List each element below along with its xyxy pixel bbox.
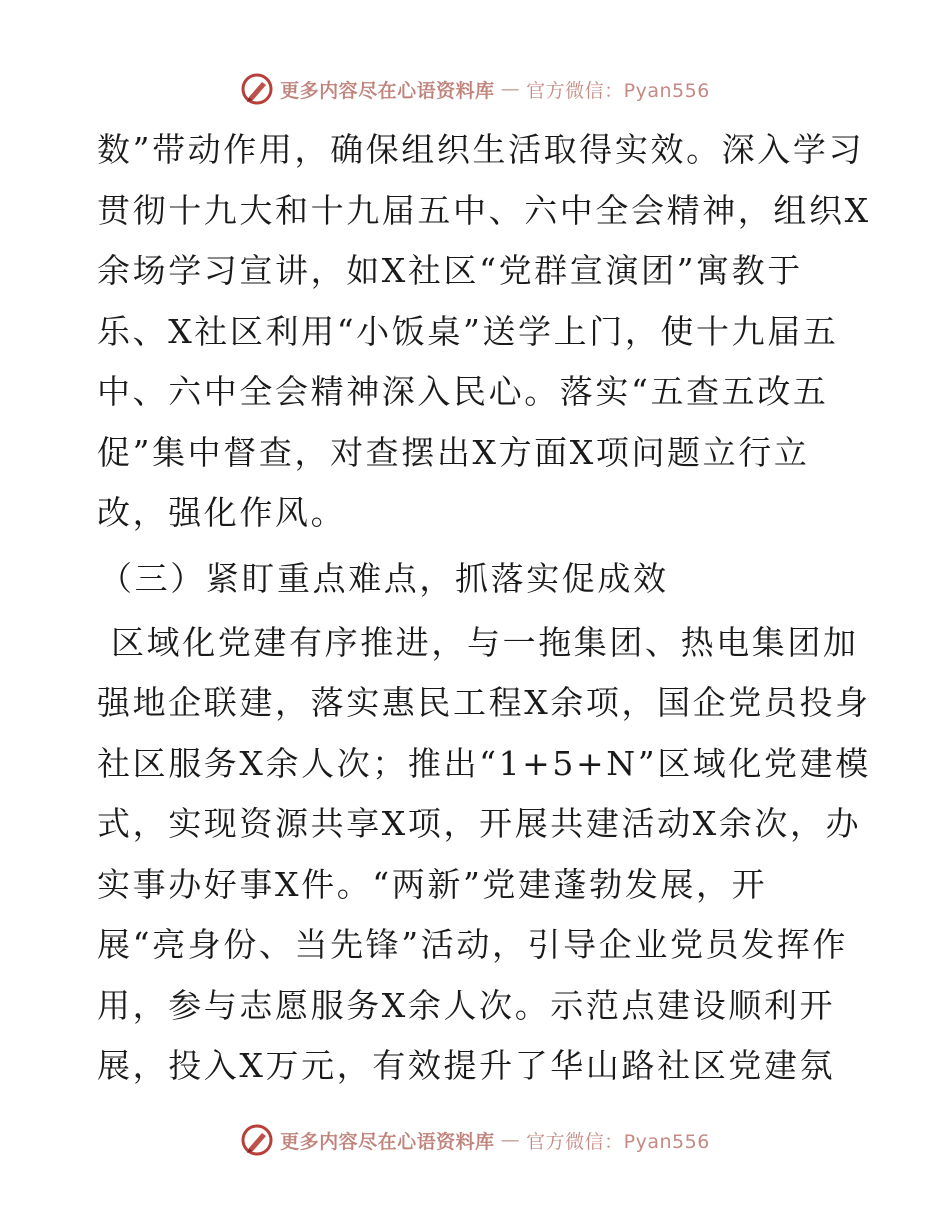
watermark-account-text: 官方微信：Pyan556 — [526, 79, 710, 102]
text-line: 中、六中全会精神深入民心。落实“五查五改五 — [97, 372, 829, 411]
text-line: 式，实现资源共享X项，开展共建活动X余次，办 — [97, 804, 862, 843]
text-line: 改，强化作风。 — [97, 493, 347, 532]
text-line: 实事办好事X件。“两新”党建蓬勃发展，开 — [97, 864, 768, 904]
text-line: 用，参与志愿服务X余人次。示范点建设顺利开 — [97, 985, 836, 1025]
pen-logo-icon — [240, 72, 274, 106]
text-line: 余场学习宣讲，如X社区“党群宣演团”寓教于 — [97, 251, 803, 290]
text-line: 贯彻十九大和十九届五中、六中全会精神，组织X — [97, 190, 871, 230]
watermark-account-text: 官方微信：Pyan556 — [526, 1130, 710, 1153]
document-body — [97, 120, 871, 1097]
pen-logo-icon — [240, 1123, 274, 1157]
text-line: 强地企联建，落实惠民工程X余项，国企党员投身 — [97, 683, 871, 722]
text-line: 展，投入X万元，有效提升了华山路社区党建氛 — [97, 1046, 836, 1085]
watermark-site-text: 更多内容尽在心语资料库 — [280, 1130, 495, 1153]
text-line: 区域化党建有序推进，与一拖集团、热电集团加 — [111, 622, 859, 662]
paragraph-1 — [97, 120, 871, 544]
text-line: 社区服务X余人次；推出“1+5+N”区域化党建模 — [97, 743, 871, 783]
header-watermark — [0, 72, 950, 106]
watermark-dash: — — [500, 78, 521, 100]
watermark-site-text: 更多内容尽在心语资料库 — [280, 79, 495, 102]
footer-watermark — [0, 1123, 950, 1157]
section-heading: （三）紧盯重点难点，抓落实促成效 — [99, 558, 669, 598]
text-line: 乐、X社区利用“小饭桌”送学上门，使十九届五 — [97, 311, 839, 351]
watermark-dash: — — [500, 1129, 521, 1151]
paragraph-2 — [97, 613, 871, 1097]
text-line: 展“亮身份、当先锋”活动，引导企业党员发挥作 — [97, 925, 848, 964]
text-line: 数”带动作用，确保组织生活取得实效。深入学习 — [97, 130, 865, 169]
text-line: 促”集中督查，对查摆出X方面X项问题立行立 — [97, 432, 810, 472]
